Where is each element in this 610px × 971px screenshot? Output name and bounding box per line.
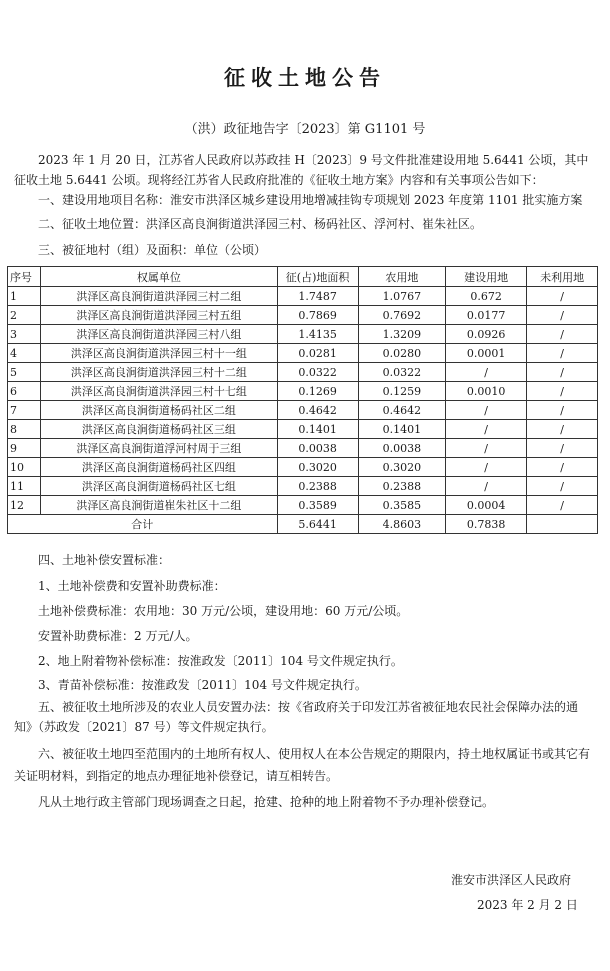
total-area-sum: 5.6441	[277, 515, 358, 534]
table-row	[8, 363, 598, 382]
header-unused-land: 未利用地	[527, 267, 598, 287]
header-construction-land: 建设用地	[446, 267, 527, 287]
cell-farm: 0.2388	[358, 477, 445, 496]
cell-total: 0.0322	[277, 363, 358, 382]
cell-unused: /	[527, 325, 598, 344]
issue-date: 2023 年 2 月 2 日	[477, 898, 578, 912]
construction-land-sum: 0.7838	[446, 515, 527, 534]
cell-build: /	[446, 477, 527, 496]
cell-total: 0.0281	[277, 344, 358, 363]
cell-farm: 1.3209	[358, 325, 445, 344]
cell-farm: 0.1259	[358, 382, 445, 401]
cell-farm: 0.0038	[358, 439, 445, 458]
cell-farm: 0.3585	[358, 496, 445, 515]
cell-build: /	[446, 439, 527, 458]
cell-farm: 0.7692	[358, 306, 445, 325]
resettlement-subsidy-rate: 安置补助费标准：2 万元/人。	[38, 629, 198, 643]
registration-item: 六、被征收土地四至范围内的土地所有权人、使用权人在本公告规定的期限内，持土地权属证书或其它有关证明材料，到指定的地点办理征地补偿登记，请互相转告。	[14, 747, 591, 783]
cell-owner: 洪泽区高良涧街道杨码社区二组	[41, 401, 277, 420]
compensation-item-1: 1、土地补偿费和安置补助费标准：	[38, 579, 226, 593]
notice-title: 征收土地公告	[224, 66, 386, 90]
cell-no: 6	[8, 382, 41, 401]
cell-unused: /	[527, 363, 598, 382]
unused-land-sum	[527, 515, 598, 534]
cell-build: 0.0926	[446, 325, 527, 344]
land-compensation-rate: 土地补偿费标准：农用地：30 万元/公顷，建设用地：60 万元/公顷。	[38, 604, 409, 618]
table-row	[8, 477, 598, 496]
cell-no: 7	[8, 401, 41, 420]
cell-owner: 洪泽区高良涧街道洪泽园三村八组	[41, 325, 277, 344]
cell-owner: 洪泽区高良涧街道杨码社区七组	[41, 477, 277, 496]
cell-unused: /	[527, 382, 598, 401]
resettlement-method-item: 五、被征收土地所涉及的农业人员安置办法：按《省政府关于印发江苏省被征地农民社会保障办法的通知》（苏政发〔2021〕87 号）等文件规定执行。	[14, 700, 579, 734]
land-table	[7, 266, 598, 534]
table-row	[8, 382, 598, 401]
document-number: （洪）政征地告字〔2023〕第 G1101 号	[184, 122, 426, 137]
cell-no: 5	[8, 363, 41, 382]
attachment-compensation: 2、地上附着物补偿标准：按淮政发〔2011〕104 号文件规定执行。	[38, 654, 403, 668]
cell-unused: /	[527, 344, 598, 363]
cell-build: /	[446, 420, 527, 439]
cell-owner: 洪泽区高良涧街道崔朱社区十二组	[41, 496, 277, 515]
issuing-authority: 淮安市洪泽区人民政府	[451, 873, 572, 887]
table-row	[8, 439, 598, 458]
cell-total: 0.3020	[277, 458, 358, 477]
cell-total: 1.4135	[277, 325, 358, 344]
cell-owner: 洪泽区高良涧街道洪泽园三村十一组	[41, 344, 277, 363]
cell-total: 0.4642	[277, 401, 358, 420]
cell-owner: 洪泽区高良涧街道洪泽园三村二组	[41, 287, 277, 306]
cell-owner: 洪泽区高良涧街道洪泽园三村十二组	[41, 363, 277, 382]
cell-build: /	[446, 401, 527, 420]
cell-no: 4	[8, 344, 41, 363]
cell-farm: 0.0280	[358, 344, 445, 363]
total-label: 合计	[8, 515, 278, 534]
no-registration-note: 凡从土地行政主管部门现场调查之日起，抢建、抢种的地上附着物不予办理补偿登记。	[38, 795, 495, 809]
header-owner: 权属单位	[41, 267, 277, 287]
cell-total: 0.3589	[277, 496, 358, 515]
cell-build: 0.0004	[446, 496, 527, 515]
cell-no: 9	[8, 439, 41, 458]
table-total-row	[8, 515, 598, 534]
cell-no: 1	[8, 287, 41, 306]
cell-owner: 洪泽区高良涧街道杨码社区三组	[41, 420, 277, 439]
table-row	[8, 344, 598, 363]
cell-no: 3	[8, 325, 41, 344]
village-area-item: 三、被征地村（组）及面积：单位（公顷）	[38, 243, 267, 257]
cell-owner: 洪泽区高良涧街道洪泽园三村十七组	[41, 382, 277, 401]
cell-no: 11	[8, 477, 41, 496]
cell-unused: /	[527, 458, 598, 477]
cell-unused: /	[527, 439, 598, 458]
cell-no: 12	[8, 496, 41, 515]
cell-total: 0.2388	[277, 477, 358, 496]
cell-no: 10	[8, 458, 41, 477]
cell-unused: /	[527, 287, 598, 306]
cell-build: 0.0010	[446, 382, 527, 401]
cell-unused: /	[527, 401, 598, 420]
crop-compensation: 3、青苗补偿标准：按淮政发〔2011〕104 号文件规定执行。	[38, 678, 367, 692]
cell-no: 8	[8, 420, 41, 439]
header-no: 序号	[8, 267, 41, 287]
table-header-row	[8, 267, 598, 287]
cell-build: 0.0177	[446, 306, 527, 325]
table-row	[8, 458, 598, 477]
cell-unused: /	[527, 496, 598, 515]
table-row	[8, 287, 598, 306]
table-row	[8, 325, 598, 344]
cell-total: 0.1269	[277, 382, 358, 401]
cell-build: 0.672	[446, 287, 527, 306]
cell-owner: 洪泽区高良涧街道杨码社区四组	[41, 458, 277, 477]
cell-unused: /	[527, 420, 598, 439]
cell-unused: /	[527, 477, 598, 496]
cell-farm: 0.1401	[358, 420, 445, 439]
cell-build: /	[446, 458, 527, 477]
project-name-item: 一、建设用地项目名称：淮安市洪泽区城乡建设用地增减挂钩专项规划 2023 年度第 1101 批实施方案	[38, 193, 583, 207]
cell-farm: 0.3020	[358, 458, 445, 477]
cell-owner: 洪泽区高良涧街道洪泽园三村五组	[41, 306, 277, 325]
compensation-heading: 四、土地补偿安置标准：	[38, 553, 171, 567]
header-farmland: 农用地	[358, 267, 445, 287]
header-total-area: 征(占)地面积	[277, 267, 358, 287]
cell-total: 0.1401	[277, 420, 358, 439]
cell-unused: /	[527, 306, 598, 325]
cell-build: 0.0001	[446, 344, 527, 363]
cell-total: 1.7487	[277, 287, 358, 306]
table-row	[8, 401, 598, 420]
cell-farm: 0.4642	[358, 401, 445, 420]
cell-owner: 洪泽区高良涧街道浮河村周于三组	[41, 439, 277, 458]
table-row	[8, 496, 598, 515]
cell-build: /	[446, 363, 527, 382]
table-row	[8, 420, 598, 439]
cell-total: 0.7869	[277, 306, 358, 325]
table-row	[8, 306, 598, 325]
farmland-sum: 4.8603	[358, 515, 445, 534]
cell-total: 0.0038	[277, 439, 358, 458]
cell-farm: 0.0322	[358, 363, 445, 382]
cell-farm: 1.0767	[358, 287, 445, 306]
cell-no: 2	[8, 306, 41, 325]
intro-paragraph: 2023 年 1 月 20 日，江苏省人民政府以苏政挂 H〔2023〕9 号文件批准建设用地 5.6441 公顷，其中征收土地 5.6441 公顷。现将经江苏省人民政府批准的《征收土地方案》内容和有关事项公告如下：	[14, 153, 589, 187]
land-location-item: 二、征收土地位置：洪泽区高良涧街道洪泽园三村、杨码社区、浮河村、崔朱社区。	[38, 217, 483, 231]
